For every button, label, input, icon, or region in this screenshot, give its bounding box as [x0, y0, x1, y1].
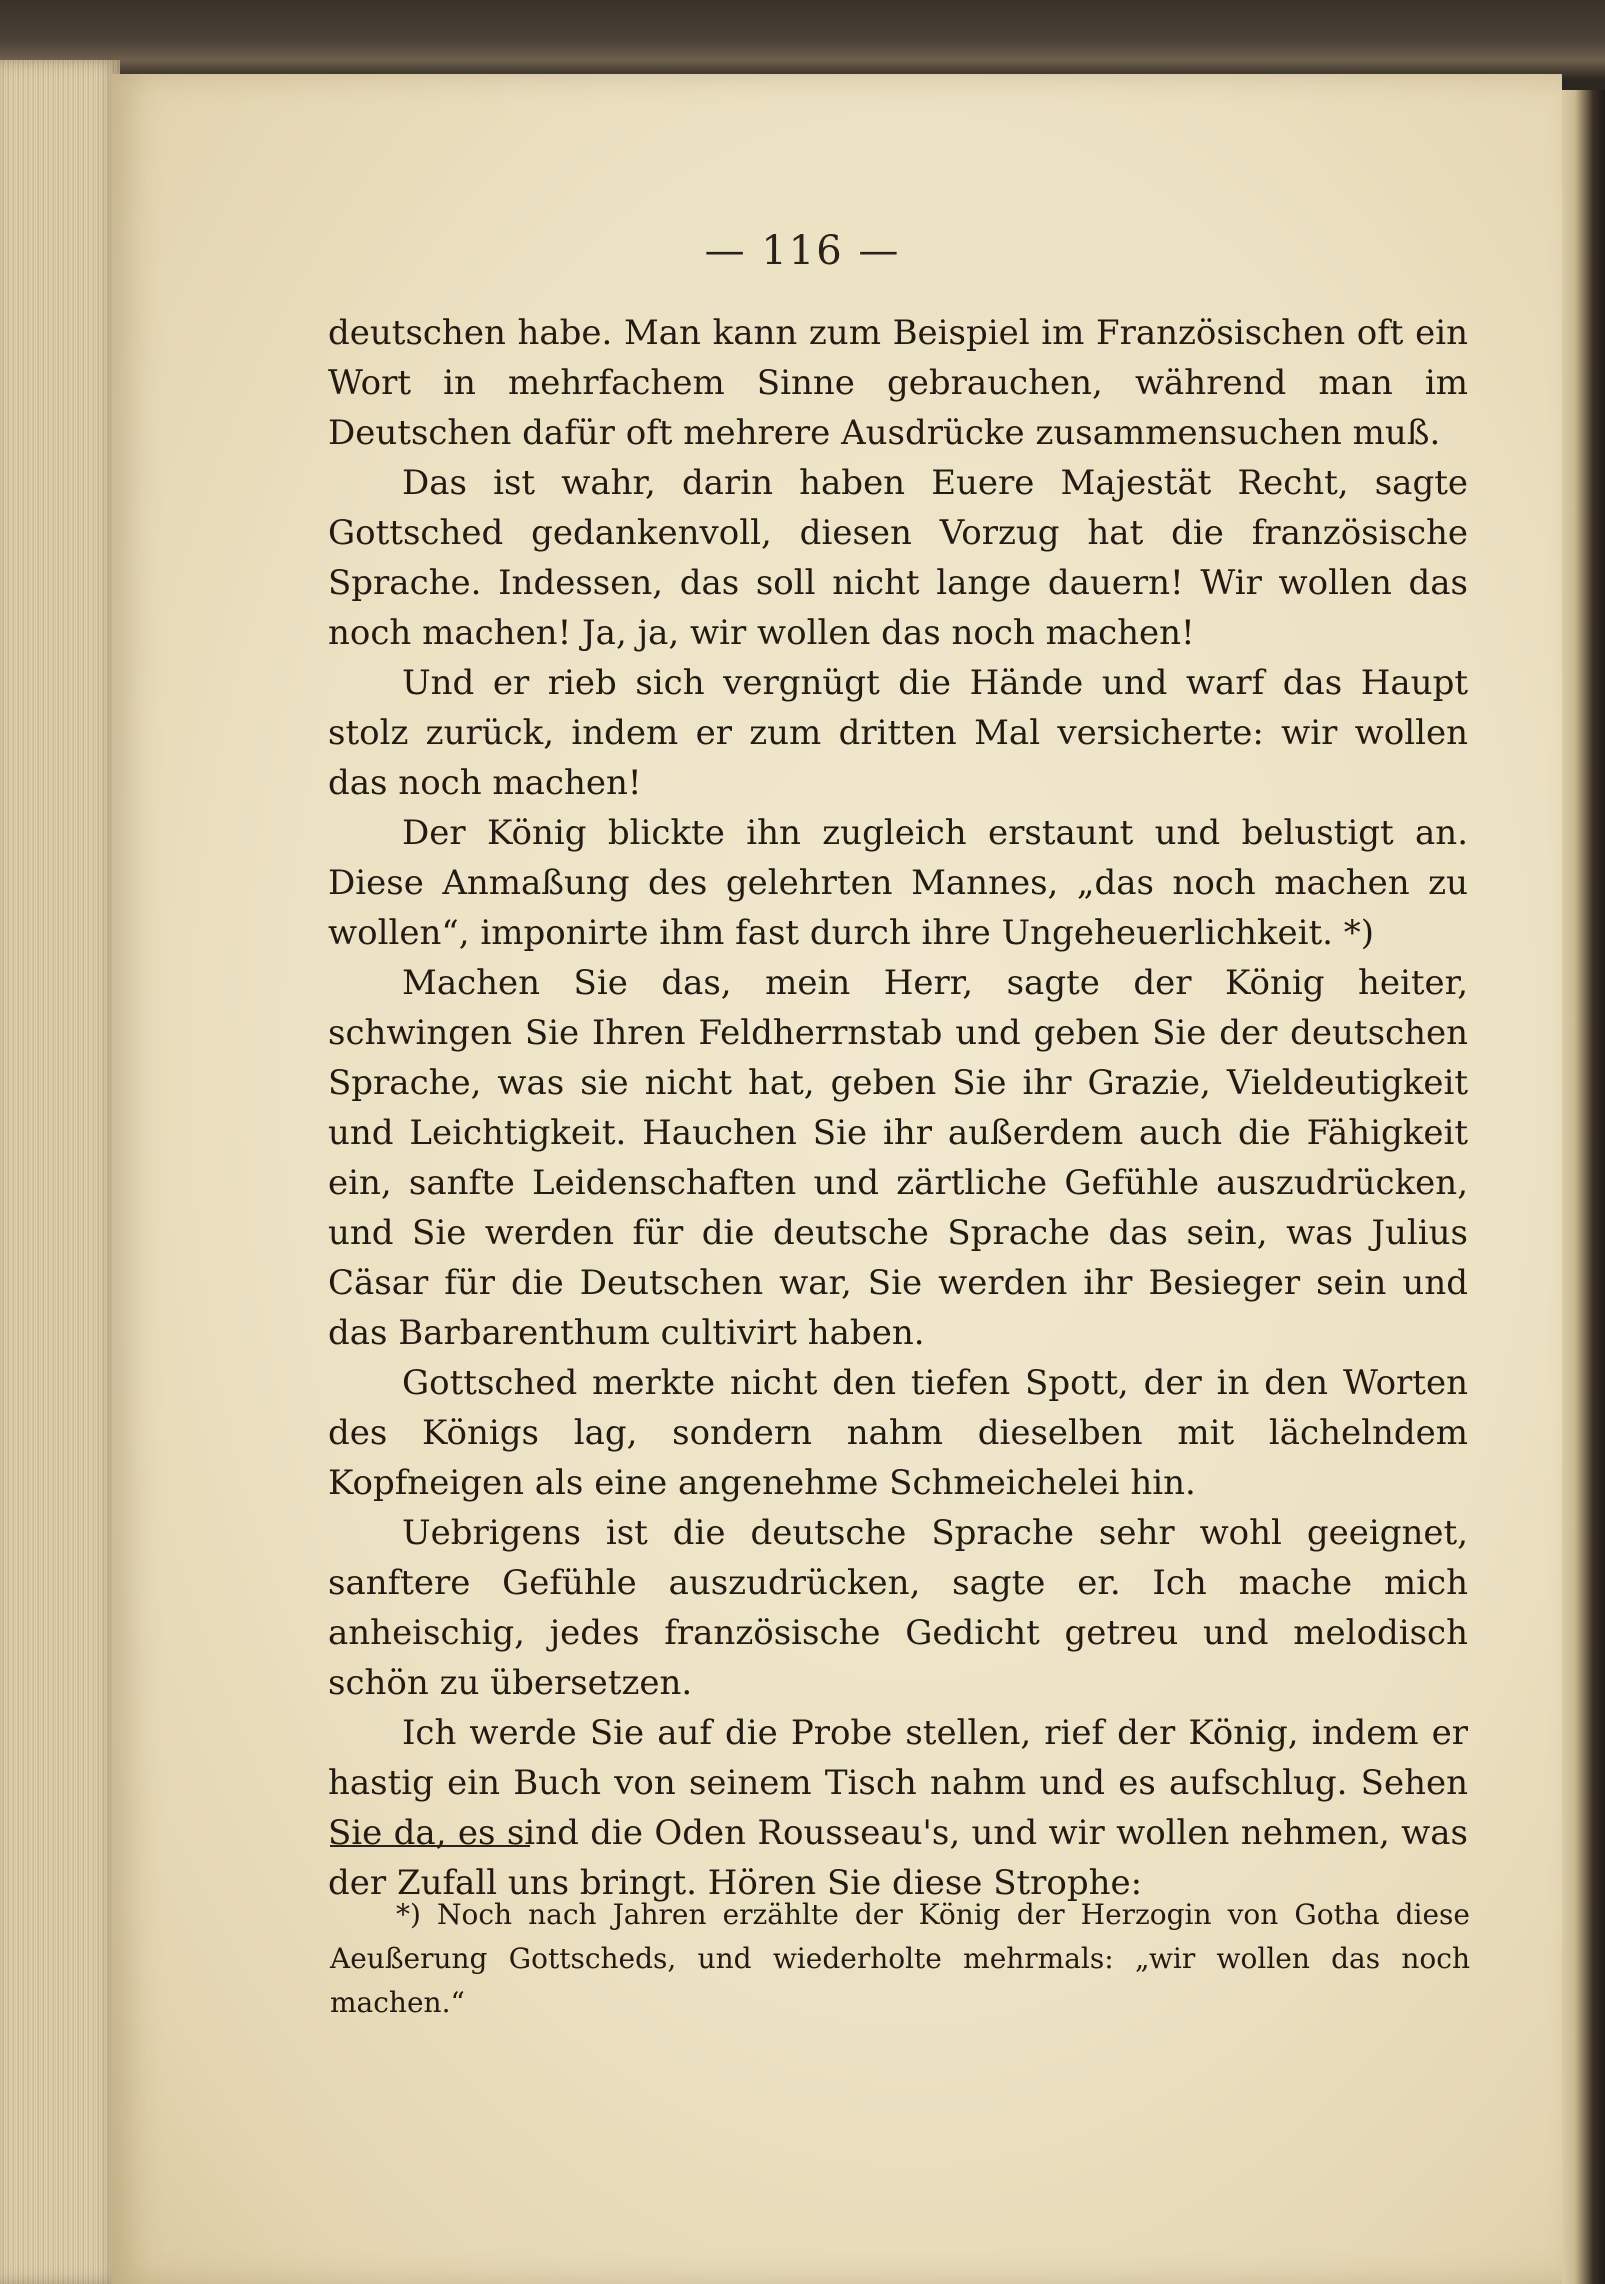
page-number-prefix: —: [704, 228, 747, 274]
book-page-edges-right: [1555, 90, 1605, 2284]
paragraph: Das ist wahr, darin haben Euere Majestät Recht, sagte Gottsched gedankenvoll, diesen Vorzug hat die französische Sprache. Indessen, das soll nicht lange dauern! Wir wollen das noch machen! Ja, ja, wir wollen das noch machen!: [328, 463, 1468, 653]
paragraph: Gottsched merkte nicht den tiefen Spott, der in den Worten des Königs lag, sondern nahm dieselben mit lächelndem Kopfneigen als eine angenehme Schmeichelei hin.: [328, 1363, 1468, 1503]
page-number: 116: [761, 228, 844, 274]
paragraph: Der König blickte ihn zugleich erstaunt und belustigt an. Diese Anmaßung des gelehrten Mannes, „das noch machen zu wollen“, imponirte ihm fast durch ihre Ungeheuerlichkeit. *): [328, 813, 1468, 953]
book-page-edges-left: [0, 60, 120, 2284]
paragraph: Und er rieb sich vergnügt die Hände und warf das Haupt stolz zurück, indem er zum dritten Mal versicherte: wir wollen das noch machen!: [328, 663, 1468, 803]
paragraph: Uebrigens ist die deutsche Sprache sehr wohl geeignet, sanftere Gefühle auszudrücken, sagte er. Ich mache mich anheischig, jedes französische Gedicht getreu und melodisch schön zu übersetzen.: [328, 1513, 1468, 1703]
paragraph: Ich werde Sie auf die Probe stellen, rief der König, indem er hastig ein Buch von seinem Tisch nahm und es aufschlug. Sehen Sie da, es sind die Oden Rousseau's, und wir wollen nehmen, was der Zufall uns bringt. Hören Sie diese Strophe:: [328, 1713, 1468, 1903]
footnote-divider: [330, 1845, 530, 1847]
footnote: *) Noch nach Jahren erzählte der König der Herzogin von Gotha diese Aeußerung Gottscheds, und wiederholte mehrmals: „wir wollen das noch machen.“: [330, 1898, 1470, 2019]
paragraph: deutschen habe. Man kann zum Beispiel im Französischen oft ein Wort in mehrfachem Sinne gebrauchen, während man im Deutschen dafür oft mehrere Ausdrücke zusammensuchen muß.: [328, 313, 1468, 453]
paragraph: Machen Sie das, mein Herr, sagte der König heiter, schwingen Sie Ihren Feldherrnstab und geben Sie der deutschen Sprache, was sie nicht hat, geben Sie ihr Grazie, Vieldeutigkeit und Leichtigkeit. Hauchen Sie ihr außerdem auch die Fähigkeit ein, sanfte Leidenschaften und zärtliche Gefühle auszudrücken, und Sie werden für die deutsche Sprache das sein, was Julius Cäsar für die Deutschen war, Sie werden ihr Besieger sein und das Barbarenthum cultivirt haben.: [328, 963, 1468, 1353]
page-number-suffix: —: [858, 228, 901, 274]
body-text: [328, 308, 1468, 1908]
page-number-line: [0, 228, 1605, 274]
